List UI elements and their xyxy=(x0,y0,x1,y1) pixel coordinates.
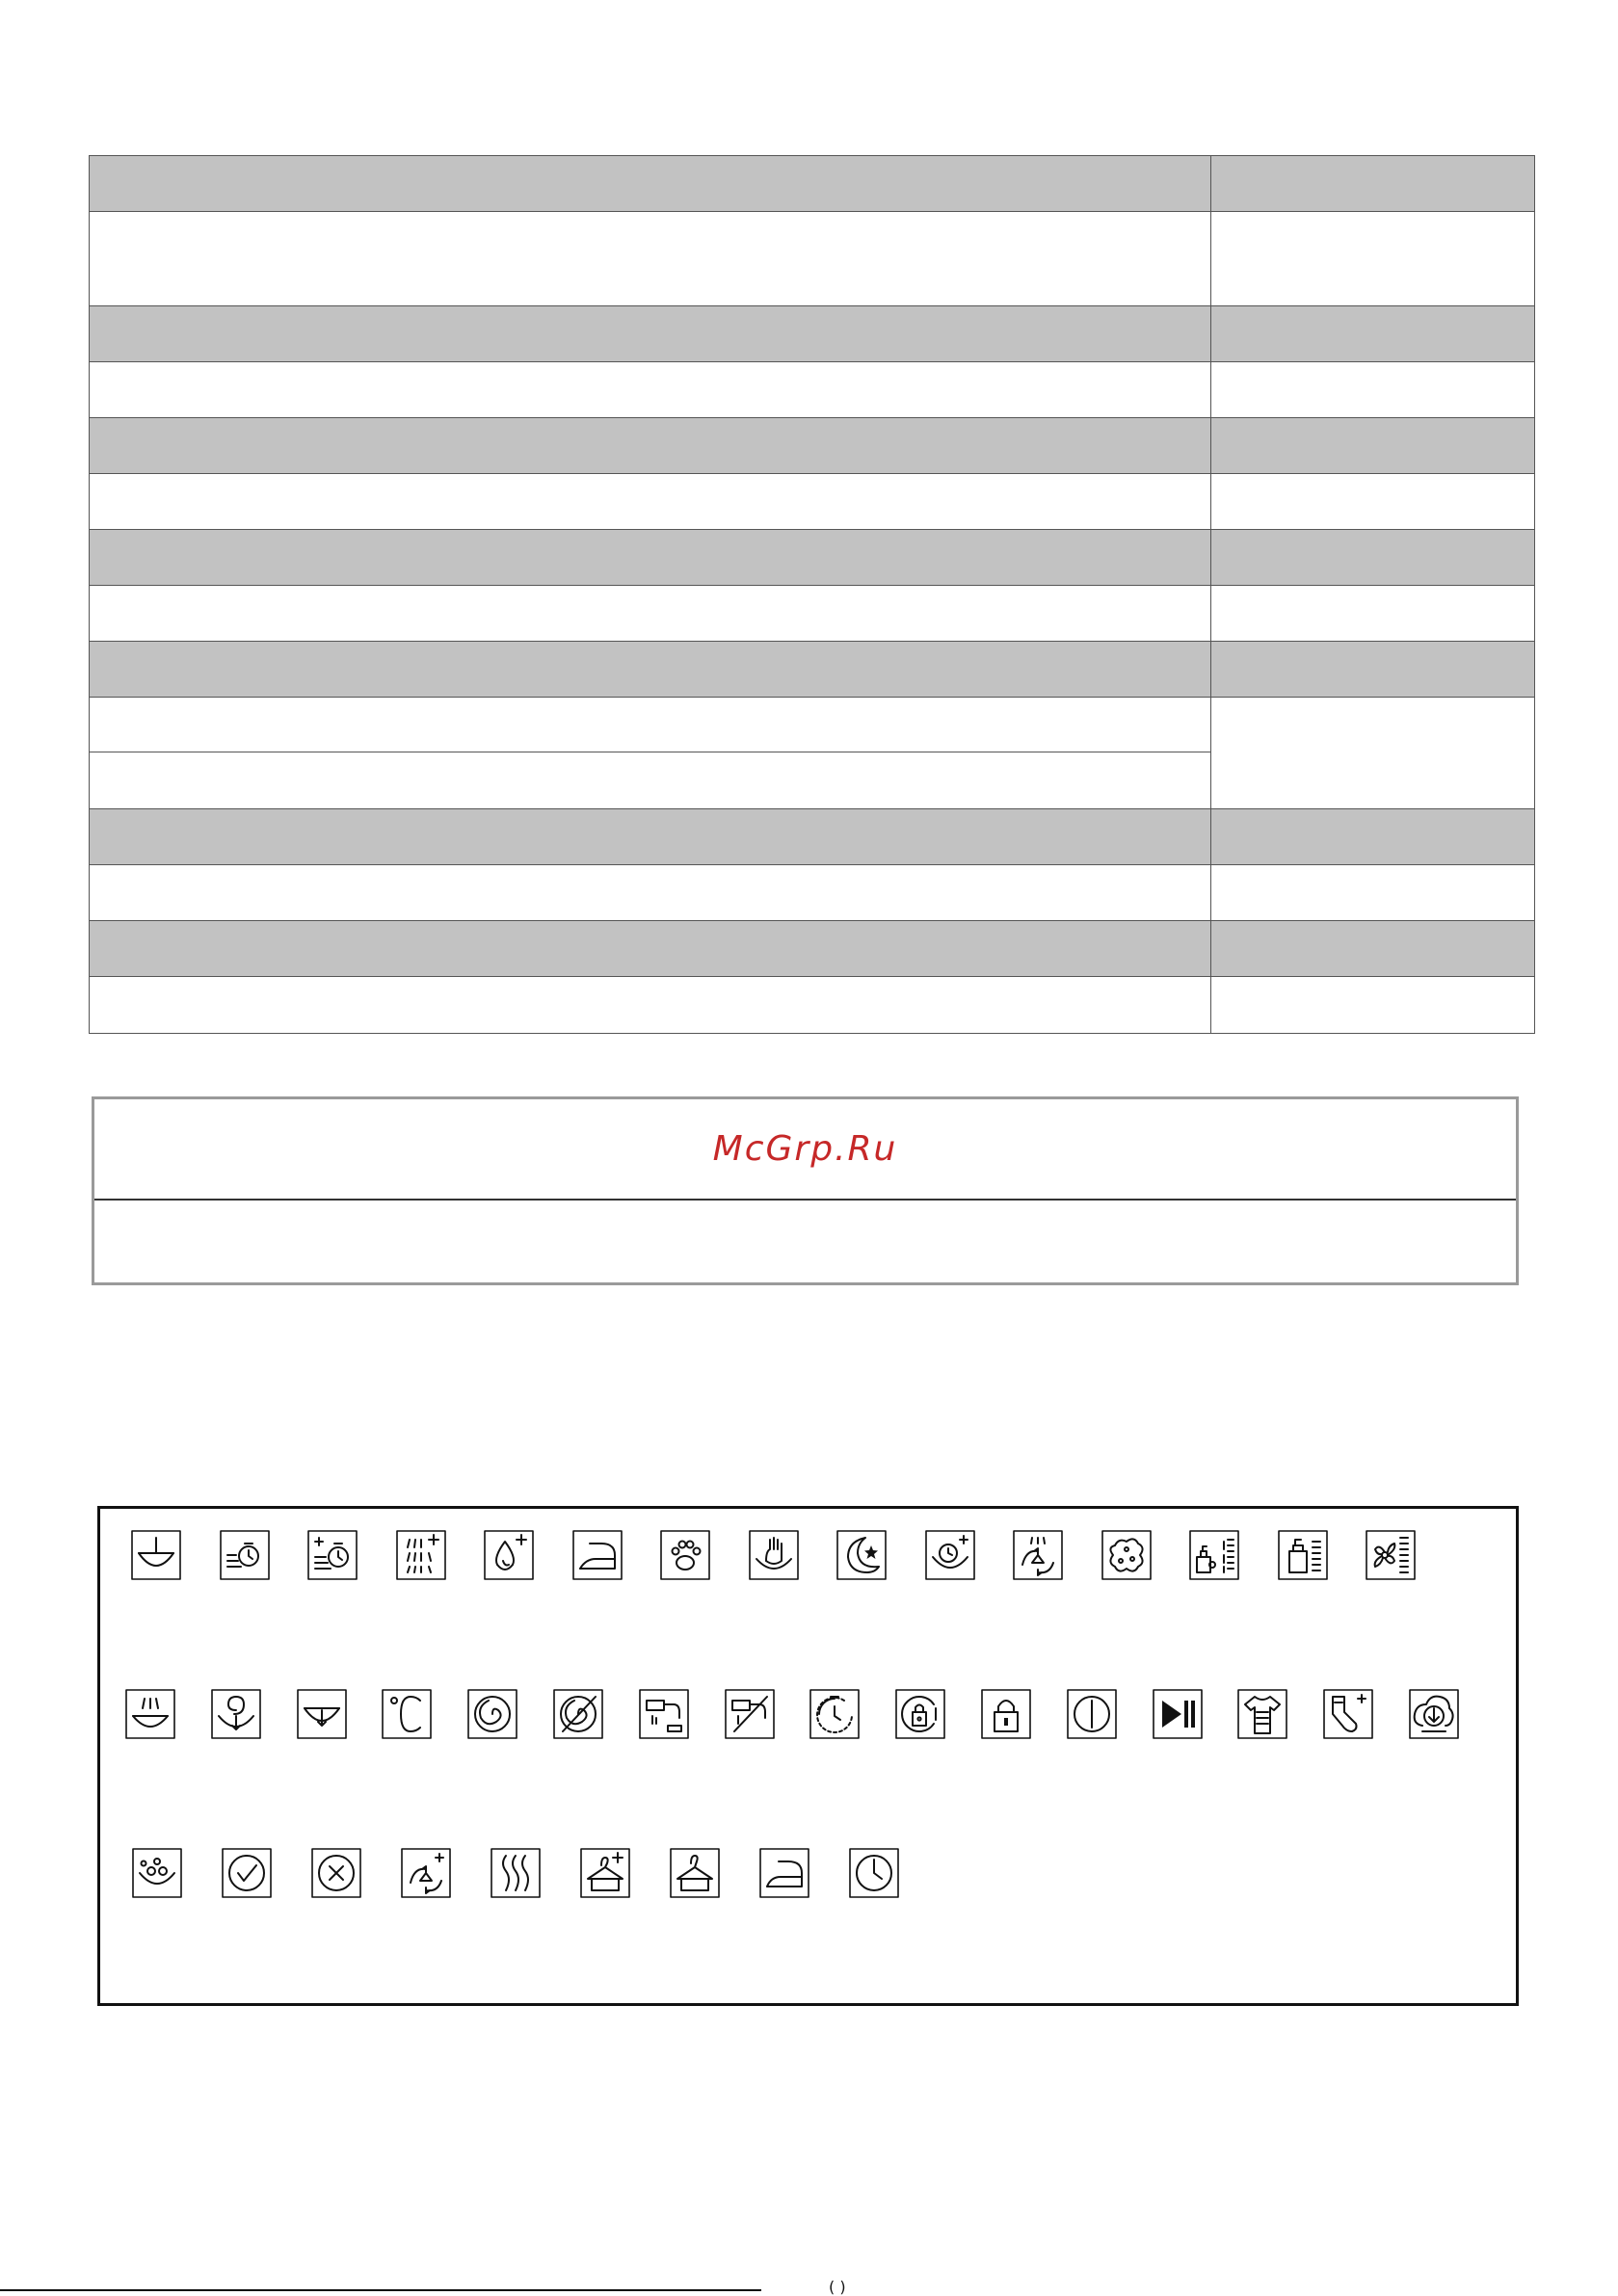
table-row xyxy=(90,474,1534,530)
table-row xyxy=(90,865,1534,921)
download-icon xyxy=(1409,1689,1459,1739)
pet-hair-icon xyxy=(660,1530,710,1580)
start-pause-icon xyxy=(1153,1689,1203,1739)
icon-legend-panel xyxy=(97,1506,1519,2006)
softener-dispenser-icon xyxy=(1366,1530,1416,1580)
table-cell-value xyxy=(1211,474,1534,529)
delay-timer-icon xyxy=(809,1689,860,1739)
hanger-icon xyxy=(670,1848,720,1898)
wash-basin-icon xyxy=(131,1530,181,1580)
drain-icon xyxy=(297,1689,347,1739)
intensive-rinse-icon xyxy=(396,1530,446,1580)
time-plus-icon xyxy=(925,1530,975,1580)
table-cell-label xyxy=(90,418,1211,473)
table-cell-value xyxy=(1211,530,1534,585)
table-section-header xyxy=(90,642,1534,698)
table-section-header xyxy=(90,921,1534,977)
table-cell-label xyxy=(90,865,1211,920)
table-cell-value xyxy=(1211,586,1534,641)
dry-heat-icon xyxy=(491,1848,541,1898)
table-cell-value xyxy=(1211,977,1534,1033)
table-cell-value xyxy=(1211,418,1534,473)
clock-icon xyxy=(849,1848,899,1898)
spec-table xyxy=(89,155,1535,1034)
table-cell-value xyxy=(1211,306,1534,361)
table-cell-label xyxy=(90,586,1211,641)
table-cell-value xyxy=(1211,921,1534,976)
extra-water-icon xyxy=(484,1530,534,1580)
table-cell-label xyxy=(90,156,1211,211)
child-lock-timer-icon xyxy=(895,1689,945,1739)
temperature-icon xyxy=(382,1689,432,1739)
spin-icon xyxy=(467,1689,517,1739)
table-cell-value xyxy=(1211,212,1534,305)
table-cell-label xyxy=(90,809,1211,864)
tap-water-icon xyxy=(639,1689,689,1739)
table-cell-label xyxy=(90,212,1211,305)
plus-quick-wash-icon xyxy=(307,1530,358,1580)
table-subcell xyxy=(90,698,1210,752)
table-cell-label xyxy=(90,921,1211,976)
table-cell-value xyxy=(1211,156,1534,211)
table-section-header xyxy=(90,809,1534,865)
easy-iron-icon xyxy=(572,1530,623,1580)
table-section-header xyxy=(90,418,1534,474)
table-cell-label xyxy=(90,362,1211,417)
table-cell-value xyxy=(1211,698,1534,808)
table-row xyxy=(90,586,1534,642)
table-row xyxy=(90,977,1534,1033)
shirt-icon xyxy=(1237,1689,1287,1739)
table-cell-label xyxy=(90,306,1211,361)
table-row xyxy=(90,362,1534,418)
page-number: ( ) xyxy=(829,2278,846,2296)
refresh-plus-icon xyxy=(401,1848,451,1898)
detergent-cold-icon xyxy=(1189,1530,1239,1580)
info-box-header xyxy=(94,1099,1516,1201)
footer-rule xyxy=(0,2289,761,2291)
table-cell-label xyxy=(90,642,1211,697)
table-section-header xyxy=(90,530,1534,586)
hanger-plus-icon xyxy=(580,1848,630,1898)
table-section-header xyxy=(90,306,1534,362)
lock-icon xyxy=(981,1689,1031,1739)
no-spin-icon xyxy=(553,1689,603,1739)
stain-icon xyxy=(132,1848,182,1898)
cancel-icon xyxy=(311,1848,361,1898)
table-cell-split xyxy=(90,698,1211,808)
table-cell-label xyxy=(90,977,1211,1033)
table-cell-value xyxy=(1211,865,1534,920)
sock-icon xyxy=(1323,1689,1373,1739)
spin-drain-icon xyxy=(211,1689,261,1739)
hand-wash-icon xyxy=(749,1530,799,1580)
allergy-icon xyxy=(1101,1530,1152,1580)
table-cell-label xyxy=(90,474,1211,529)
table-subcell xyxy=(90,752,1210,807)
power-icon xyxy=(1067,1689,1117,1739)
no-water-icon xyxy=(725,1689,775,1739)
steam-refresh-icon xyxy=(1013,1530,1063,1580)
rinse-icon xyxy=(125,1689,175,1739)
ok-check-icon xyxy=(222,1848,272,1898)
night-mode-icon xyxy=(836,1530,887,1580)
table-row xyxy=(90,212,1534,306)
table-row-merged xyxy=(90,698,1534,809)
detergent-dispenser-icon xyxy=(1278,1530,1328,1580)
table-section-header xyxy=(90,156,1534,212)
watermark-text: McGrp.Ru xyxy=(712,1129,898,1169)
table-cell-value xyxy=(1211,809,1534,864)
iron-icon xyxy=(759,1848,809,1898)
quick-wash-icon xyxy=(220,1530,270,1580)
info-box xyxy=(92,1096,1519,1285)
table-cell-label xyxy=(90,530,1211,585)
table-cell-value xyxy=(1211,642,1534,697)
table-cell-value xyxy=(1211,362,1534,417)
